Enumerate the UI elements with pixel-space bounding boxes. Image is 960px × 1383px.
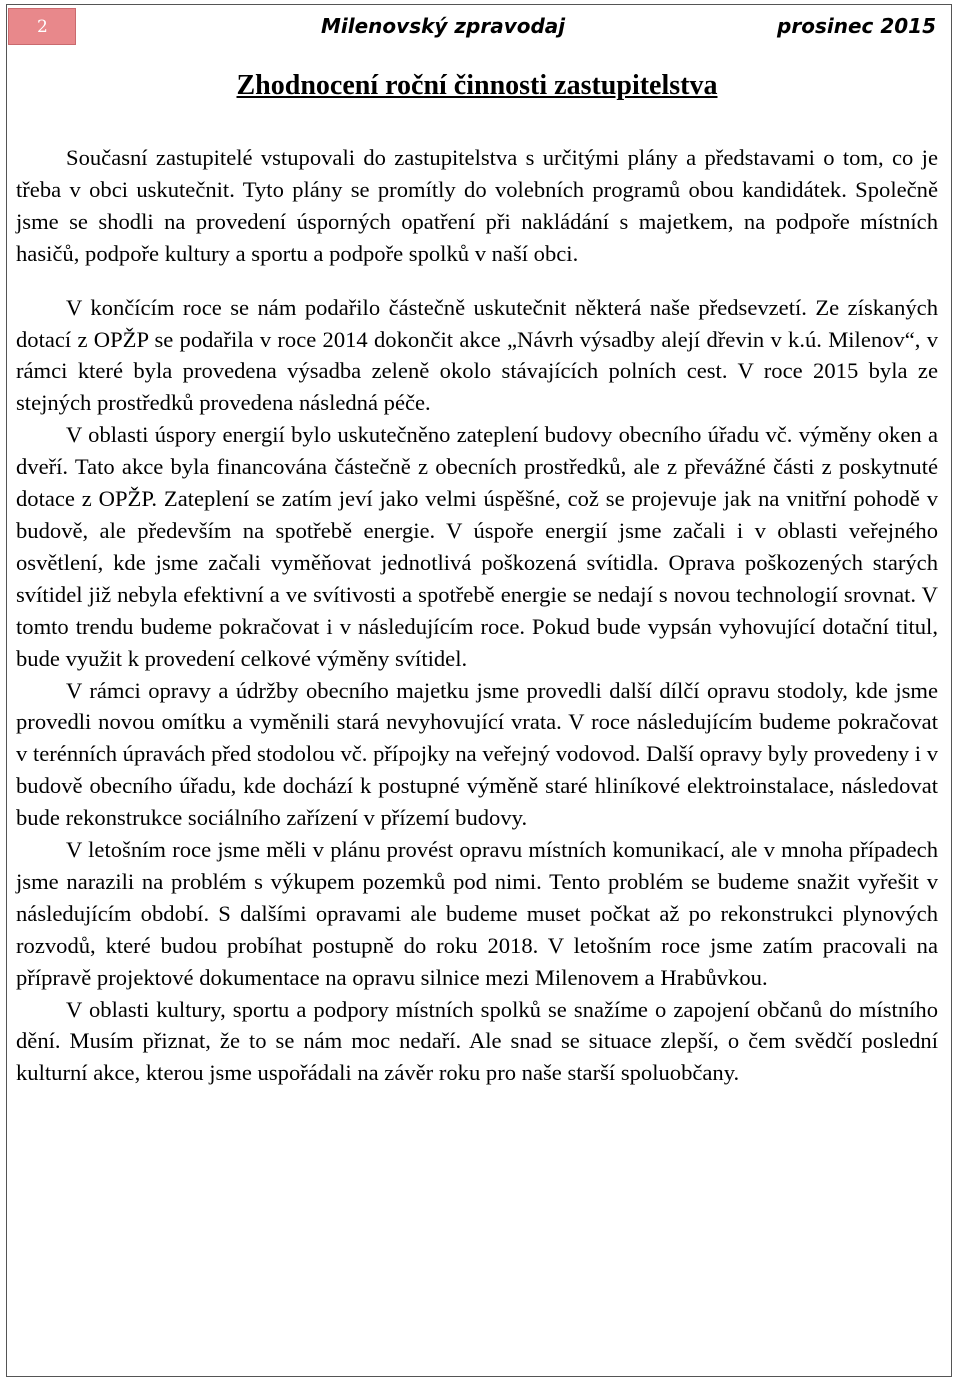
paragraph-roads: V letošním roce jsme měli v plánu provést opravu místních komunikací, ale v mnoha případech jsme narazili na problém s výkupem pozemků pod nimi. Tento problém se budeme snažit vyřešit v následujícím období. S dalšími opravami ale budeme muset počkat až po rekonstrukci plynových rozvodů, které budou probíhat postupně do roku 2018. V letošním roce jsme zatím pracovali na přípravě projektové dokumentace na opravu silnice mezi Milenovem a Hrabůvkou. <box>16 837 938 990</box>
newsletter-title: Milenovský zpravodaj <box>321 14 566 38</box>
paragraph-maintenance: V rámci opravy a údržby obecního majetku jsme provedli další dílčí opravu stodoly, kde jsme provedli novou omítku a vyměnili stará nevyhovující vrata. V roce následujícím budeme pokračovat v terénních úpravách před stodolou vč. přípojky na veřejný vodovod. Další opravy byly provedeny i v budově obecního úřadu, kde dochází k postupné výměně staré hliníkové elektroinstalace, následovat bude rekonstrukce sociálního zařízení v přízemí budovy. <box>16 677 938 831</box>
paragraph-subsidies: V končícím roce se nám podařilo částečně uskutečnit některá naše předsevzetí. Ze získaných dotací z OPŽP se podařila v roce 2014 dokončit akce „Návrh výsadby alejí dřevin v k.ú. Milenov“, v rámci které byla provedena výsadba zeleně okolo stávajících polních cest. V roce 2015 byla ze stejných prostředků provedena následná péče. <box>16 294 938 416</box>
page-number-badge: 2 <box>8 8 76 45</box>
article-body <box>16 142 938 1089</box>
article-title: Zhodnocení roční činnosti zastupitelstva <box>236 70 718 101</box>
paragraph-energy-savings: V oblasti úspory energií bylo uskutečněno zateplení budovy obecního úřadu vč. výměny oken a dveří. Tato akce byla financována částečně z obecních prostředků, ale z převážné části z poskytnuté dotace z OPŽP. Zateplení se zatím jeví jako velmi úspěšné, což se projevuje jak na vnitřní pohodě v budově, ale především na spotřebě energie. V úspoře energií jsme začali i v oblasti veřejného osvětlení, kde jsme začali vyměňovat jednotlivá poškozená svítidla. Oprava poškozených starých svítidel již nebyla efektivní a ve svítivosti a spotřebě energie se nedají s novou technologií srovnat. V tomto trendu budeme pokračovat i v následujícím roce. Pokud bude vypsán vyhovující dotační titul, bude využit k provedení celkové výměny svítidel. <box>16 422 938 671</box>
paragraph-intro: Současní zastupitelé vstupovali do zastupitelstva s určitými plány a představami o tom, co je třeba v obci uskutečnit. Tyto plány se promítly do volebních programů obou kandidátek. Společně jsme se shodli na provedení úsporných opatření při nakládání s majetkem, na podpoře místních hasičů, podpoře kultury a sportu a podpoře spolků v naší obci. <box>16 145 938 266</box>
issue-date: prosinec 2015 <box>777 14 936 38</box>
paragraph-culture: V oblasti kultury, sportu a podpory místních spolků se snažíme o zapojení občanů do místního dění. Musím přiznat, že to se nám moc nedaří. Ale snad se situace zlepší, o čem svědčí poslední kulturní akce, kterou jsme uspořádali na závěr roku pro naše starší spoluobčany. <box>16 996 938 1086</box>
